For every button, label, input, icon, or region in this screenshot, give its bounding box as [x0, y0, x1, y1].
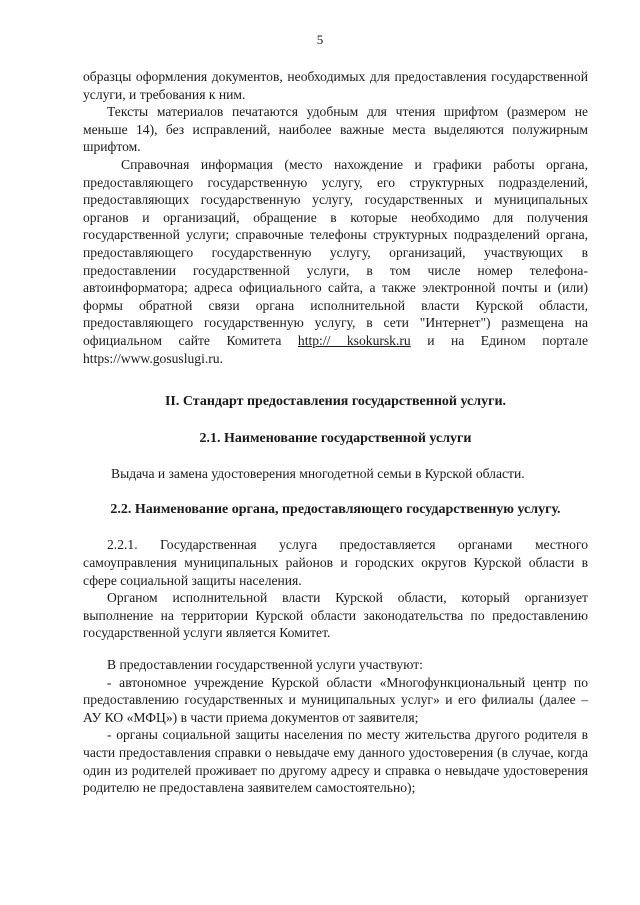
section-heading-standard: II. Стандарт предоставления государственной услуги. [164, 394, 507, 410]
paragraph-2-2-1: 2.2.1. Государственная услуга предоставляется органами местного самоуправления муниципальных районов и городских округов Курской области в сфере социальной защиты населения. [83, 537, 588, 588]
committee-site-link[interactable]: http:// ksokursk.ru [297, 332, 411, 348]
reference-info-tail: и на Едином портале https://www.gosuslugi.ru. [83, 332, 588, 366]
paragraph-service-name: Выдача и замена удостоверения многодетной семьи в Курской области. [111, 466, 525, 482]
reference-info-text: Справочная информация (место нахождение и графики работы органа, предоставляющего государственную услугу, его структурных подразделений, предоставляющих государственную услугу, государственных и муниципальных органов и организаций, обращение в которые необходимо для получения государственной услуги; справочные телефоны структурных подразделений органа, предоставляющего государственную услугу, организаций, участвующих в предоставлении государственной услуги, в том числе номер телефона-автоинформатора; адреса официального сайта, а также электронной почты и (или) формы обратной связи органа исполнительной власти Курской области, предоставляющего государственную услугу, в сети "Интернет") размещена на официальном сайте Комитета [83, 156, 588, 348]
paragraph-font-requirements: Тексты материалов печатаются удобным для чтения шрифтом (размером не меньше 14), без исправлений, наиболее важные места выделяются полужирным шрифтом. [83, 104, 588, 155]
paragraph-sample-forms: образцы оформления документов, необходимых для предоставления государственной услуги, и требования к ним. [83, 69, 588, 102]
paragraph-social-protection: - органы социальной защиты населения по месту жительства другого родителя в части предоставления справки о невыдаче ему данного удостоверения (в случае, когда один из родителей проживает по другому адресу и справка о невыдаче удостоверения родителю не предоставлена заявителем самостоятельно); [83, 727, 588, 796]
heading-2-1: 2.1. Наименование государственной услуги [199, 430, 472, 446]
paragraph-mfc: - автономное учреждение Курской области «Многофункциональный центр по предоставлению государственных и муниципальных услуг» и его филиалы (далее – АУ КО «МФЦ») в части приема документов от заявителя; [83, 674, 588, 725]
paragraph-reference-info [83, 156, 588, 367]
paragraph-executive-organ: Органом исполнительной власти Курской области, который организует выполнение на территории Курской области законодательства по предоставлению государственной услуги является Комитет. [83, 590, 588, 641]
paragraph-participants: В предоставлении государственной услуги участвуют: [107, 657, 423, 673]
document-body [83, 68, 588, 797]
heading-2-2: 2.2. Наименование органа, предоставляющего государственную услугу. [110, 501, 561, 517]
page-number: 5 [316, 32, 324, 47]
